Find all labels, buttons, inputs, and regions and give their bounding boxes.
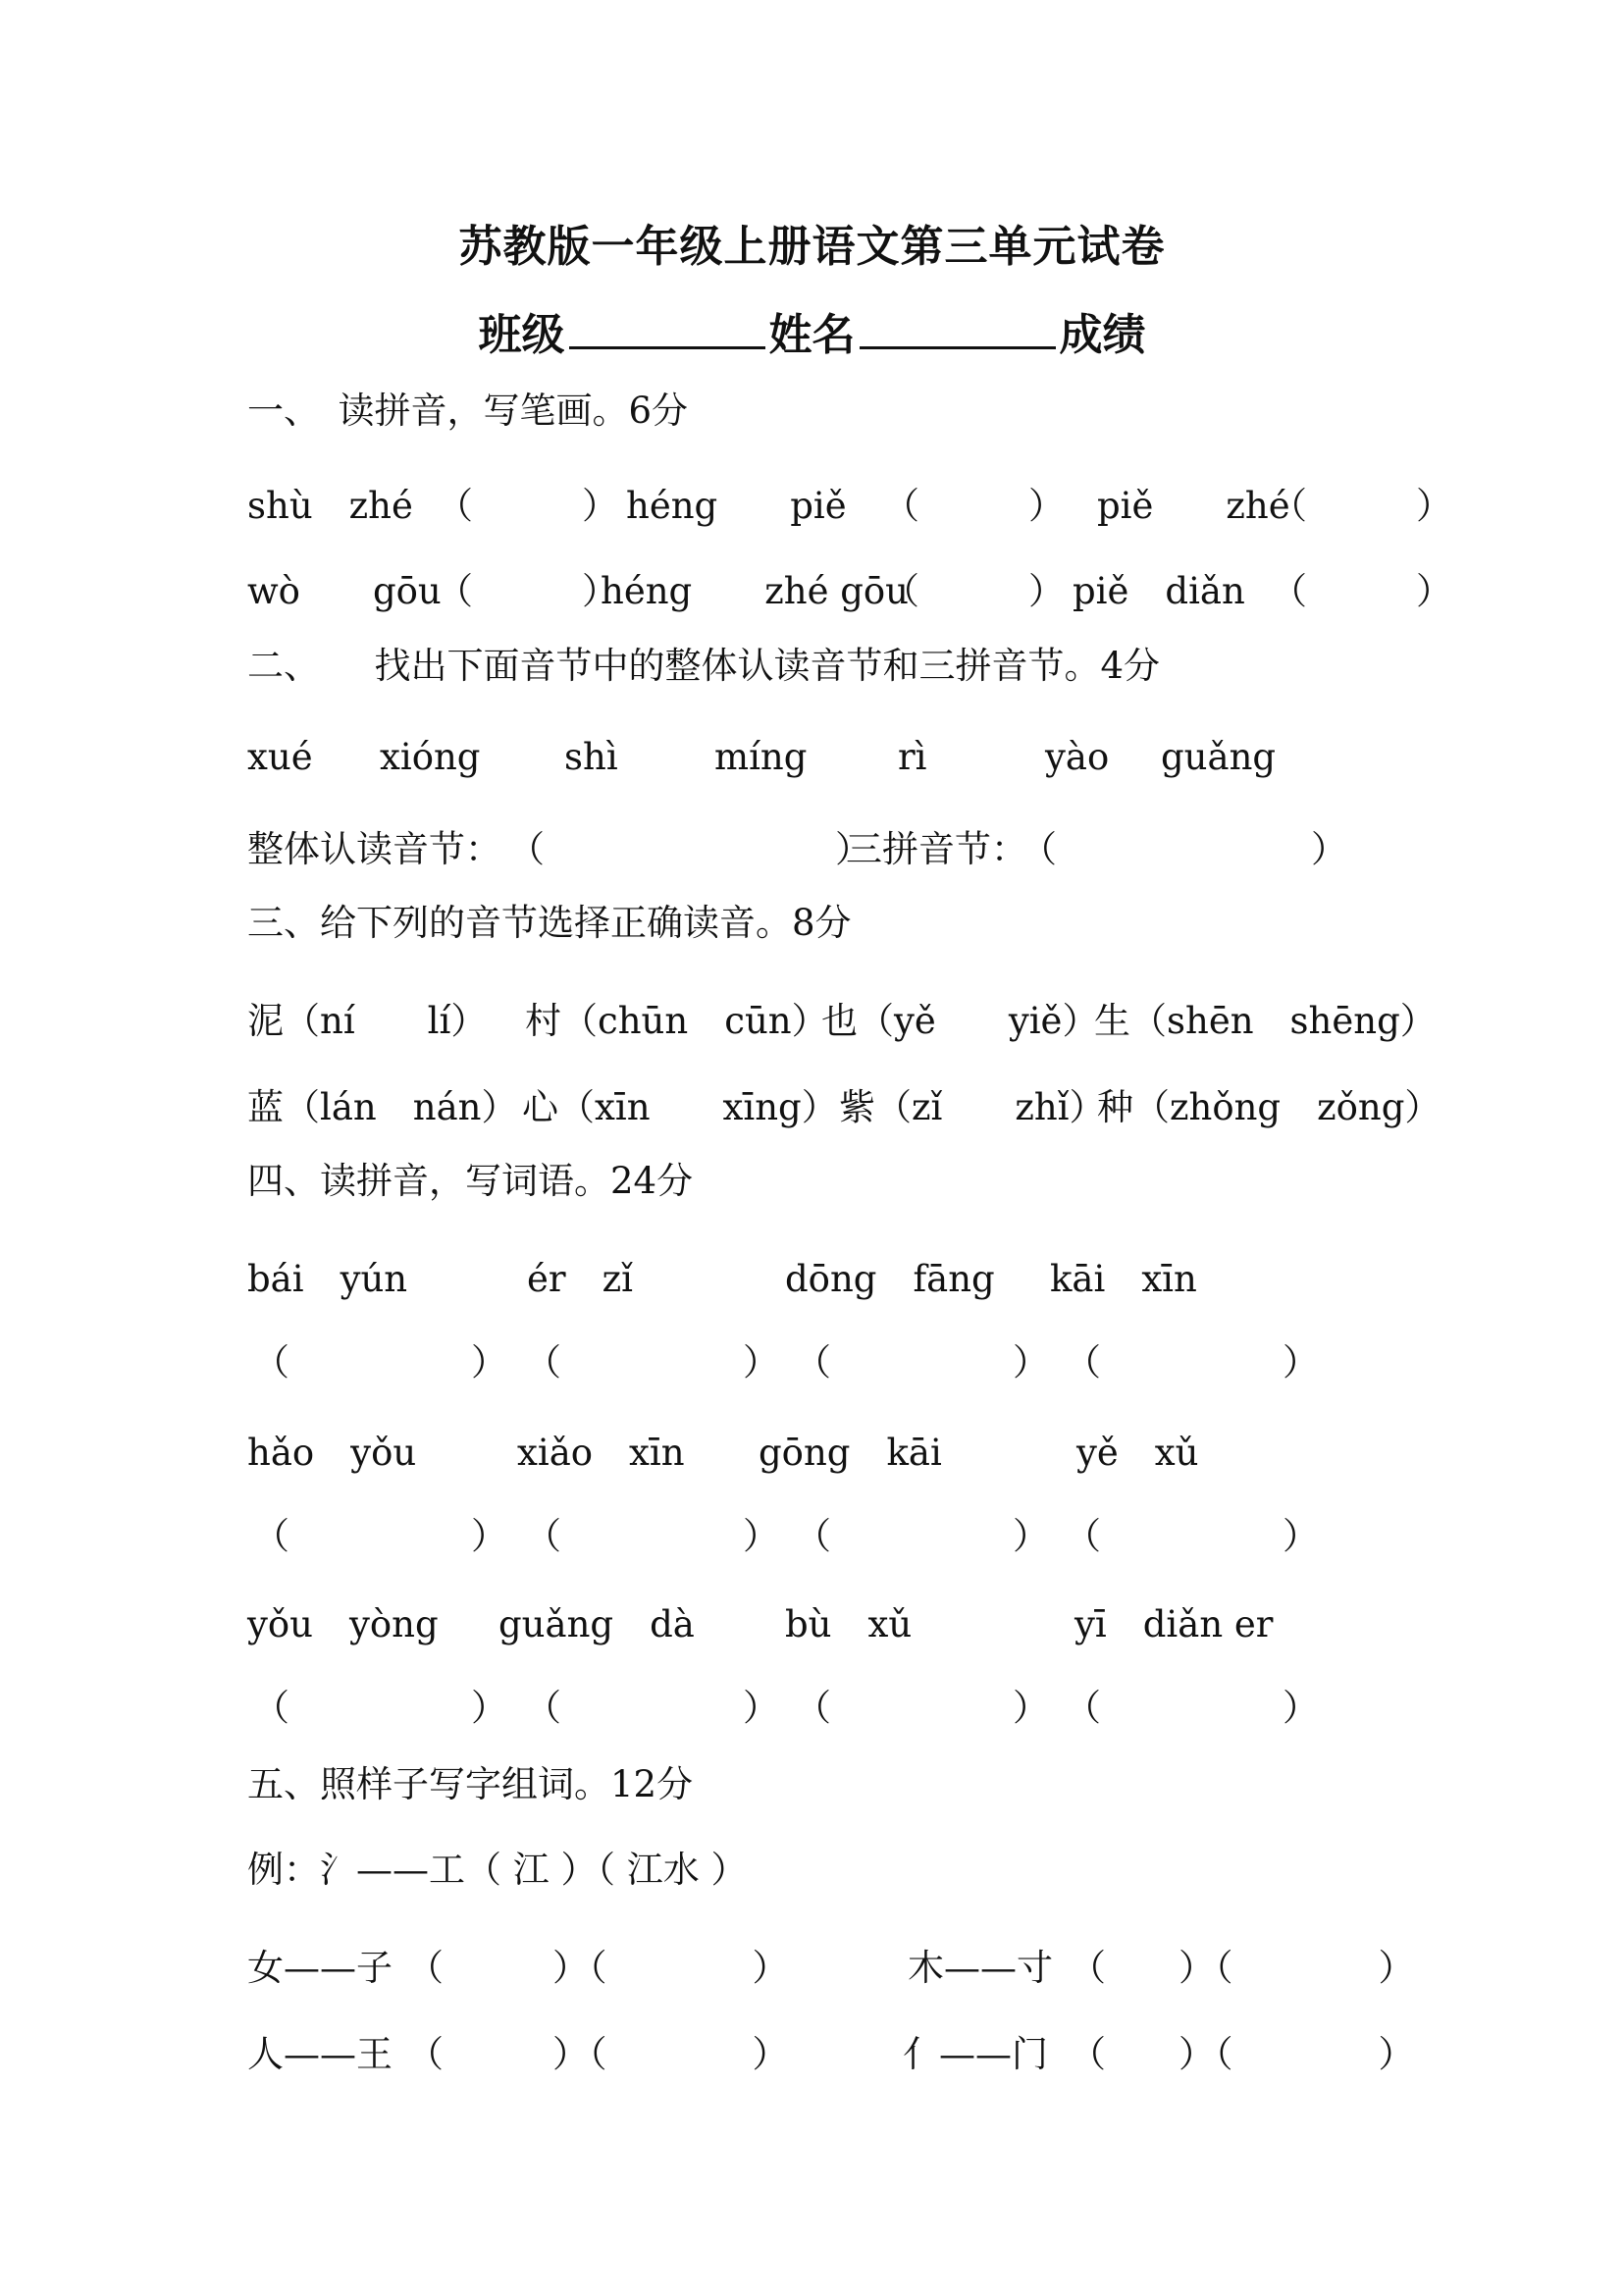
q4-pinyin: yě xǔ bbox=[1076, 1432, 1199, 1474]
q1-answer-blank[interactable]: （ ） bbox=[883, 570, 1065, 612]
q3-choice[interactable]: 蓝（lán nán） bbox=[247, 1086, 518, 1128]
class-blank[interactable] bbox=[569, 307, 765, 349]
q2-three-blank[interactable]: （ ） bbox=[1021, 828, 1347, 870]
q3-choice[interactable]: 村（chūn cūn） bbox=[525, 1000, 828, 1042]
score-label: 成绩 bbox=[1059, 310, 1146, 360]
name-blank[interactable] bbox=[860, 307, 1056, 349]
q4-pinyin: ér zǐ bbox=[527, 1258, 633, 1300]
q4-answer-blank[interactable]: （ ） bbox=[795, 1341, 1049, 1383]
q4-pinyin: dōng fāng bbox=[785, 1258, 995, 1300]
q3-choice[interactable]: 种（zhǒng zǒng） bbox=[1097, 1086, 1441, 1128]
q2-syllable: xióng bbox=[380, 736, 481, 778]
q2-three-label: 三拼音节： bbox=[846, 828, 1027, 870]
q5-answer-blank[interactable]: （ ）（ ） bbox=[1070, 2033, 1415, 2075]
q2-syllable: guǎng bbox=[1161, 736, 1277, 778]
q4-answer-blank[interactable]: （ ） bbox=[253, 1515, 507, 1557]
q5-answer-blank[interactable]: （ ）（ ） bbox=[407, 1947, 789, 1989]
q5-item: 人——王 bbox=[247, 2033, 393, 2075]
q4-answer-blank[interactable]: （ ） bbox=[525, 1515, 779, 1557]
q2-syllable: yào bbox=[1045, 736, 1110, 778]
q4-answer-blank[interactable]: （ ） bbox=[1065, 1515, 1319, 1557]
q3-choice[interactable]: 生（shēn shēng） bbox=[1094, 1000, 1437, 1042]
page-title: 苏教版一年级上册语文第三单元试卷 bbox=[458, 222, 1166, 272]
q2-syllable: shì bbox=[564, 736, 618, 778]
q1-answer-blank[interactable]: （ ） bbox=[1271, 570, 1452, 612]
student-info-line bbox=[0, 299, 1624, 362]
q4-pinyin: xiǎo xīn bbox=[517, 1432, 685, 1474]
q4-pinyin: yǒu yòng bbox=[247, 1603, 439, 1645]
q5-item: 木——寸 bbox=[908, 1947, 1053, 1989]
q1-item: piě diǎn bbox=[1073, 570, 1245, 612]
q5-example: 例：氵——工（ 江 ）（ 江水 ） bbox=[247, 1849, 748, 1891]
q4-answer-blank[interactable]: （ ） bbox=[525, 1341, 779, 1383]
q2-whole-blank[interactable]: （ ） bbox=[508, 828, 871, 870]
q3-choice[interactable]: 也（yě yiě） bbox=[821, 1000, 1099, 1042]
q4-pinyin: guǎng dà bbox=[498, 1603, 695, 1645]
q1-answer-blank[interactable]: （ ） bbox=[437, 485, 618, 527]
q2-syllable: rì bbox=[898, 736, 927, 778]
q5-answer-blank[interactable]: （ ）（ ） bbox=[1070, 1947, 1415, 1989]
q1-item: héng piě bbox=[626, 485, 847, 527]
q5-answer-blank[interactable]: （ ）（ ） bbox=[407, 2033, 789, 2075]
q2-heading: 二、 找出下面音节中的整体认读音节和三拼音节。4分 bbox=[247, 645, 1161, 687]
q1-answer-blank[interactable]: （ ） bbox=[437, 570, 618, 612]
q4-answer-blank[interactable]: （ ） bbox=[1065, 1687, 1319, 1729]
q2-syllable: xué bbox=[247, 736, 313, 778]
q4-answer-blank[interactable]: （ ） bbox=[253, 1341, 507, 1383]
q5-item: 女——子 bbox=[247, 1947, 393, 1989]
q1-item: héng zhé gōu bbox=[601, 570, 910, 612]
q4-pinyin: yī diǎn er bbox=[1074, 1603, 1274, 1645]
name-label: 姓名 bbox=[768, 310, 856, 360]
q4-heading: 四、读拼音，写词语。24分 bbox=[247, 1160, 694, 1202]
q5-item: 亻——门 bbox=[903, 2033, 1048, 2075]
q4-answer-blank[interactable]: （ ） bbox=[795, 1515, 1049, 1557]
q3-choice[interactable]: 紫（zǐ zhǐ） bbox=[839, 1086, 1106, 1128]
q2-syllable: míng bbox=[714, 736, 808, 778]
q5-heading: 五、照样子写字组词。12分 bbox=[247, 1763, 694, 1805]
q1-item: shù zhé bbox=[247, 485, 413, 527]
q4-pinyin: hǎo yǒu bbox=[247, 1432, 417, 1474]
q4-pinyin: bù xǔ bbox=[785, 1603, 913, 1645]
q1-answer-blank[interactable]: （ ） bbox=[1271, 485, 1452, 527]
q1-answer-blank[interactable]: （ ） bbox=[883, 485, 1065, 527]
q1-item: piě zhé bbox=[1097, 485, 1290, 527]
q4-answer-blank[interactable]: （ ） bbox=[795, 1687, 1049, 1729]
class-label: 班级 bbox=[478, 310, 565, 360]
q4-pinyin: bái yún bbox=[247, 1258, 408, 1300]
q2-whole-label: 整体认读音节： bbox=[247, 828, 501, 870]
q4-pinyin: gōng kāi bbox=[759, 1432, 942, 1474]
q4-answer-blank[interactable]: （ ） bbox=[1065, 1341, 1319, 1383]
q1-item: wò gōu bbox=[247, 570, 442, 612]
q3-choice[interactable]: 泥（ní lí） bbox=[247, 1000, 488, 1042]
q4-answer-blank[interactable]: （ ） bbox=[253, 1687, 507, 1729]
q4-pinyin: kāi xīn bbox=[1050, 1258, 1197, 1300]
q3-heading: 三、给下列的音节选择正确读音。8分 bbox=[247, 902, 852, 944]
q3-choice[interactable]: 心（xīn xīng） bbox=[522, 1086, 838, 1128]
q1-heading: 一、 读拼音，写笔画。6分 bbox=[247, 390, 689, 432]
q4-answer-blank[interactable]: （ ） bbox=[525, 1687, 779, 1729]
